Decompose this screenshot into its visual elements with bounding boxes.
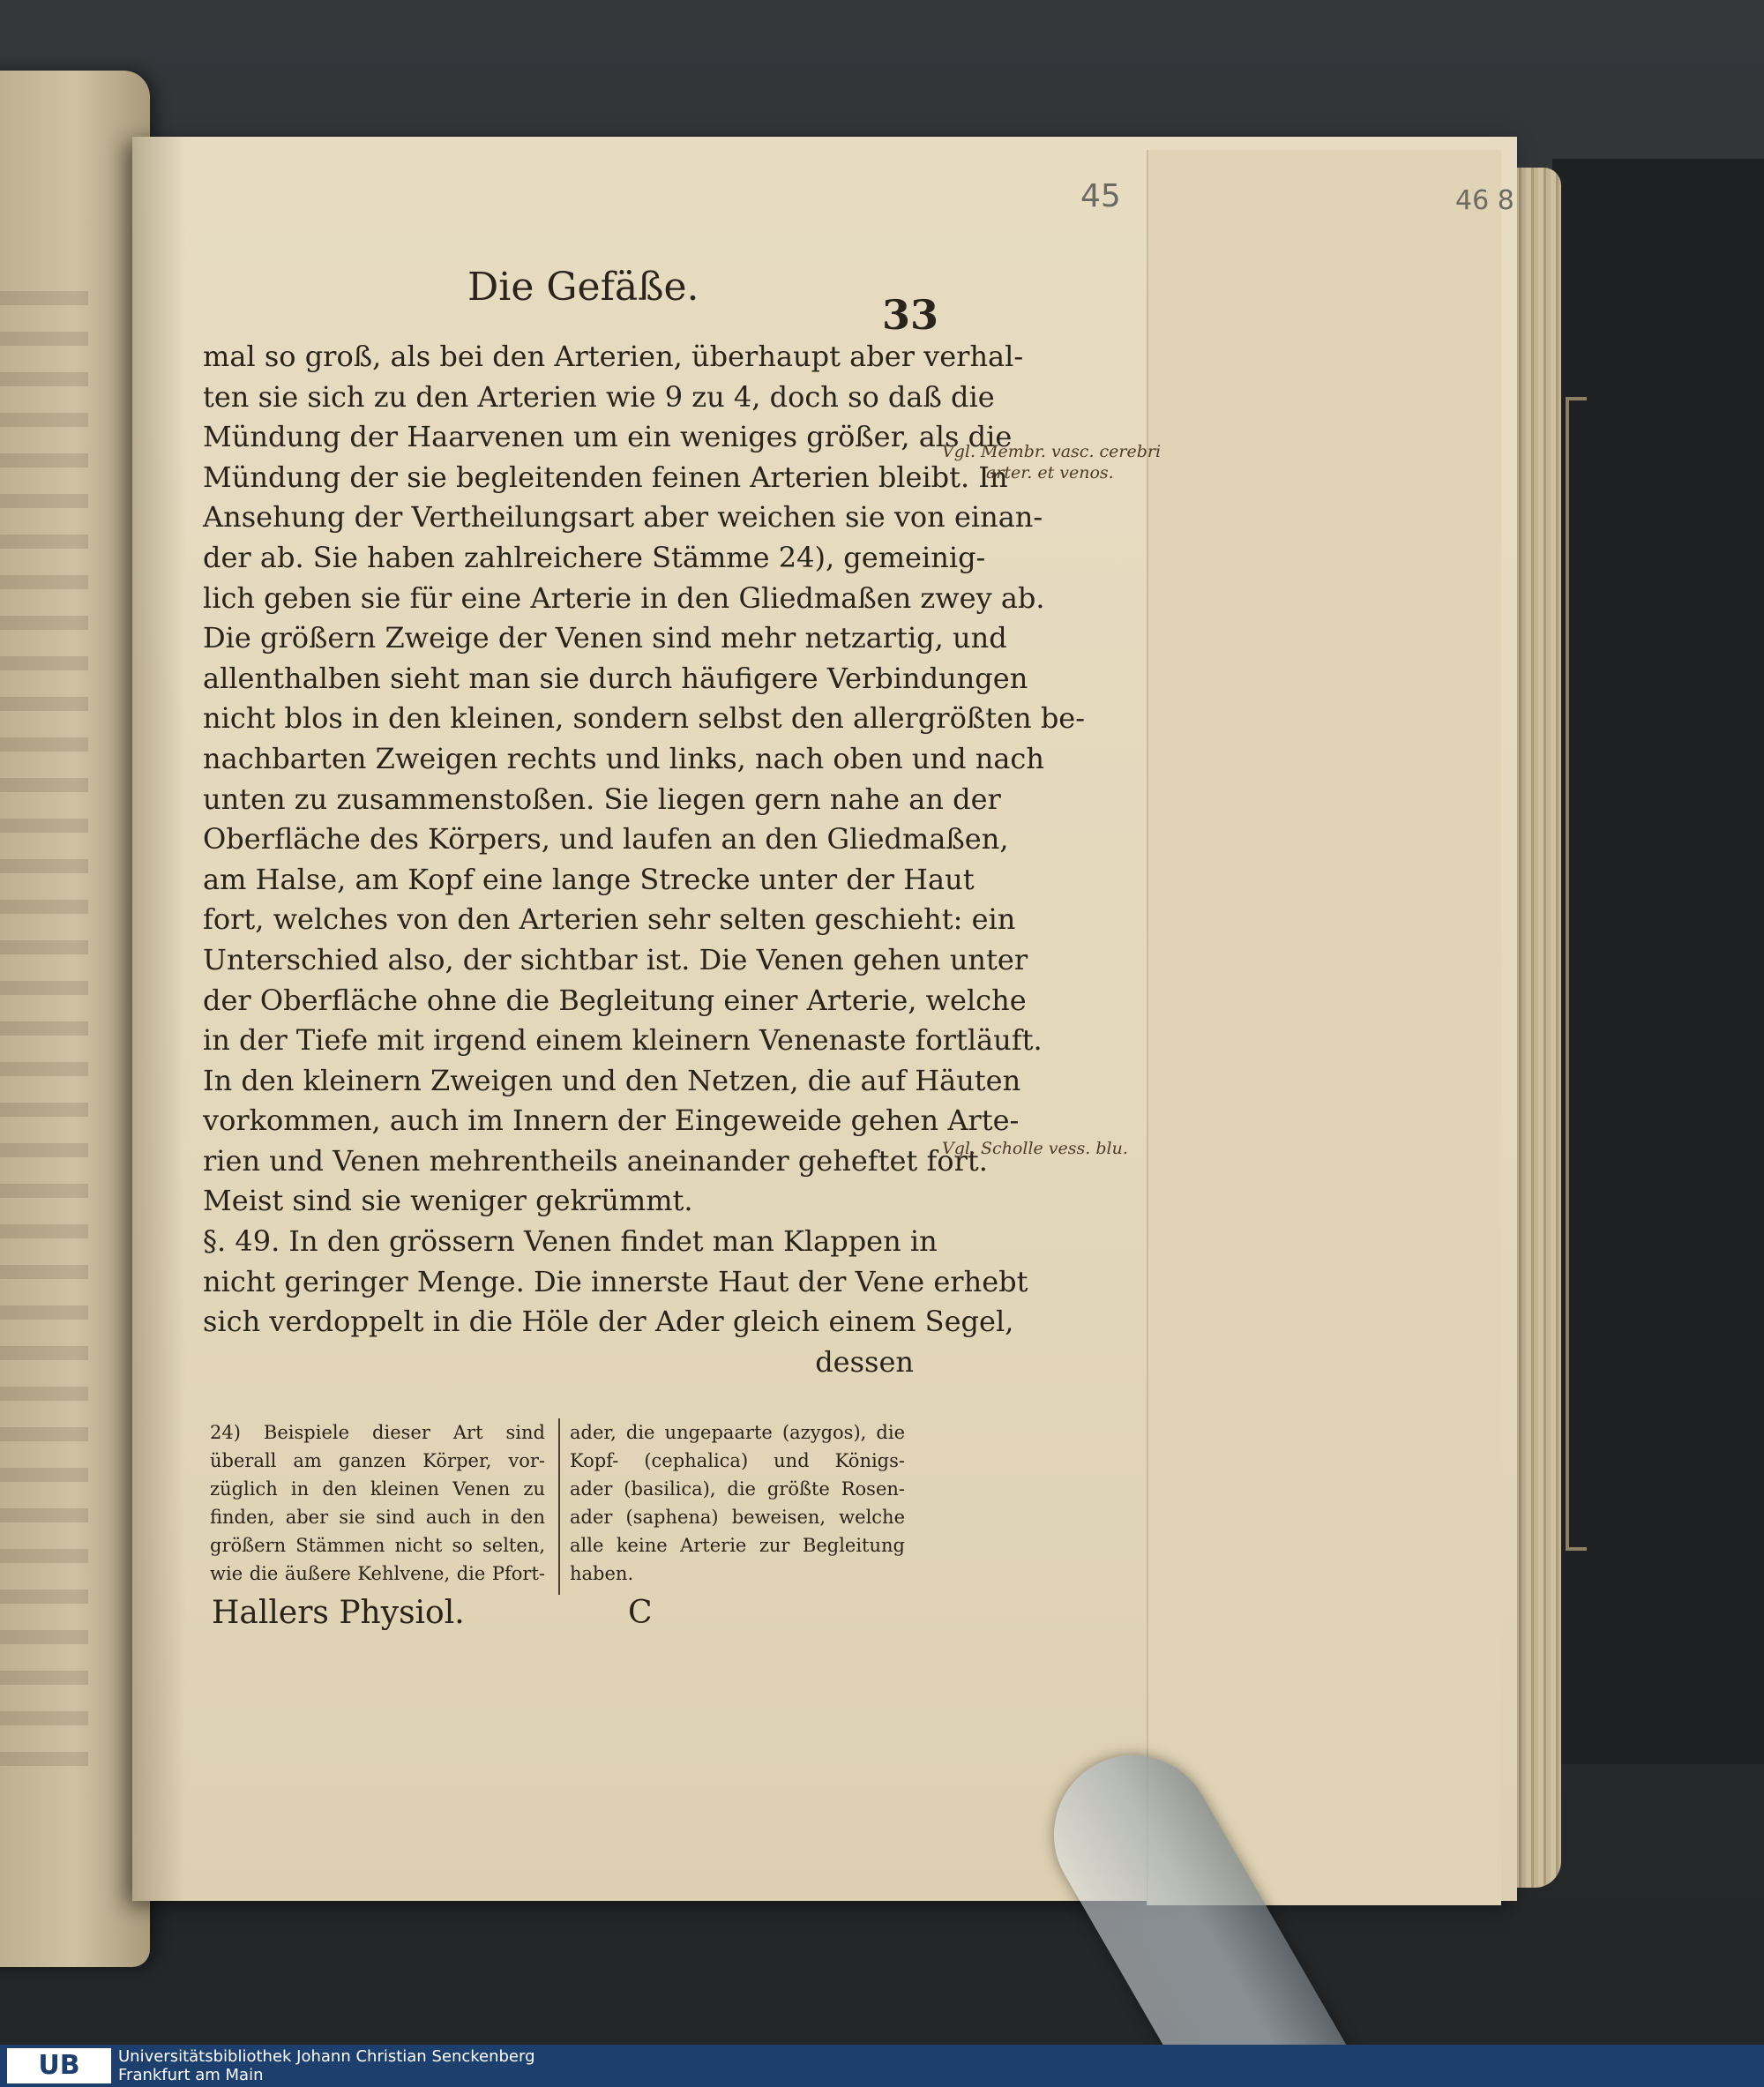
footnote-line: ader (saphena) beweisen, welche <box>570 1507 905 1528</box>
text-line: fort, welches von den Arterien sehr selten geschieht: ein <box>203 902 1016 937</box>
signature-mark: C <box>628 1595 653 1631</box>
signature-line: Hallers Physiol. <box>212 1595 465 1631</box>
footnote-line: züglich in den kleinen Venen zu <box>210 1478 545 1500</box>
running-head: Die Gefäße. <box>467 265 699 310</box>
handwritten-note-scholle: Vgl. Scholle vess. blu. <box>942 1139 1128 1158</box>
printed-page-number: 33 <box>882 291 939 339</box>
text-line: Oberfläche des Körpers, und laufen an den Gliedmaßen, <box>203 822 1009 856</box>
footnote-line: ader, die ungepaarte (azygos), die <box>570 1422 905 1443</box>
text-line: der Oberfläche ohne die Begleitung einer Arterie, welche <box>203 983 1027 1017</box>
footnote-column-right <box>570 1418 905 1588</box>
text-line: vorkommen, auch im Innern der Eingeweide gehen Arte- <box>203 1103 1020 1138</box>
text-line: nicht geringer Menge. Die innerste Haut der Vene erhebt <box>203 1264 1028 1298</box>
text-line: Unterschied also, der sichtbar ist. Die Venen gehen unter <box>203 942 1028 976</box>
note-line: arter. et venos. <box>986 463 1114 482</box>
footnote-line: alle keine Arterie zur Begleitung <box>570 1535 905 1556</box>
library-name: Universitätsbibliothek Johann Christian Senckenberg <box>118 2047 535 2066</box>
pencil-page-number: 45 <box>1080 178 1121 214</box>
footnote-line: finden, aber sie sind auch in den <box>210 1507 545 1528</box>
text-line: am Halse, am Kopf eine lange Strecke unter der Haut <box>203 862 975 896</box>
left-page-text-shadow <box>0 291 88 1791</box>
text-line: unten zu zusammenstoßen. Sie liegen gern nahe an der <box>203 782 1001 816</box>
text-line: ten sie sich zu den Arterien wie 9 zu 4, doch so daß die <box>203 379 995 414</box>
footnote-line: haben. <box>570 1563 634 1584</box>
text-line: nachbarten Zweigen rechts und links, nach oben und nach <box>203 741 1044 775</box>
text-line: mal so groß, als bei den Arterien, überhaupt aber verhal- <box>203 340 1024 373</box>
library-banner <box>0 2045 1764 2087</box>
footnote-line: größern Stämmen nicht so selten, <box>210 1535 545 1556</box>
text-line: allenthalben sieht man sie durch häufigere Verbindungen <box>203 661 1028 695</box>
folded-leaf <box>1147 150 1501 1905</box>
text-line: Mündung der Haarvenen um ein weniges größer, als die <box>203 420 1013 454</box>
text-line: sich verdoppelt in die Höle der Ader gleich einem Segel, <box>203 1305 1014 1339</box>
footnote-column-rule <box>558 1418 560 1595</box>
text-line: §. 49. In den grössern Venen findet man Klappen in <box>203 1224 938 1259</box>
footnote-line: ader (basilica), die größte Rosen- <box>570 1478 905 1500</box>
text-line: Die größern Zweige der Venen sind mehr netzartig, und <box>203 621 1007 655</box>
left-page-edge <box>0 71 150 1967</box>
footnote-column-left <box>210 1418 545 1588</box>
text-line: rien und Venen mehrentheils aneinander geheftet fort. <box>203 1143 988 1178</box>
text-line: in der Tiefe mit irgend einem kleinern Venenaste fortläuft. <box>203 1023 1043 1058</box>
next-page-frame <box>1566 397 1587 1551</box>
footnote-line: wie die äußere Kehlvene, die Pfort- <box>210 1563 545 1584</box>
ub-logo: UB <box>7 2048 111 2083</box>
text-line: Mündung der sie begleitenden feinen Arterien bleibt. In <box>203 460 1008 494</box>
handwritten-note-vasa <box>942 441 1161 483</box>
gutter-shadow <box>132 137 185 1901</box>
library-city: Frankfurt am Main <box>118 2066 264 2084</box>
text-line: In den kleinern Zweigen und den Netzen, die auf Häuten <box>203 1063 1021 1097</box>
text-line: Meist sind sie weniger gekrümmt. <box>203 1184 693 1218</box>
text-line: der ab. Sie haben zahlreichere Stämme 24), gemeinig- <box>203 540 986 574</box>
text-line: lich geben sie für eine Arterie in den Gliedmaßen zwey ab. <box>203 580 1045 615</box>
text-line: Ansehung der Vertheilungsart aber weichen sie von einan- <box>203 500 1043 535</box>
footnote-line: Kopf- (cephalica) und Königs- <box>570 1450 905 1471</box>
catchword: dessen <box>815 1344 914 1379</box>
footnote-line: 24) Beispiele dieser Art sind <box>210 1422 545 1443</box>
text-line: nicht blos in den kleinen, sondern selbst den allergrößten be- <box>203 701 1086 736</box>
note-line: Vgl. Membr. vasc. cerebri <box>942 442 1162 461</box>
footnote-block <box>210 1418 916 1595</box>
footnote-line: überall am ganzen Körper, vor- <box>210 1450 545 1471</box>
pencil-leaf-number: 46 8 <box>1455 185 1514 216</box>
